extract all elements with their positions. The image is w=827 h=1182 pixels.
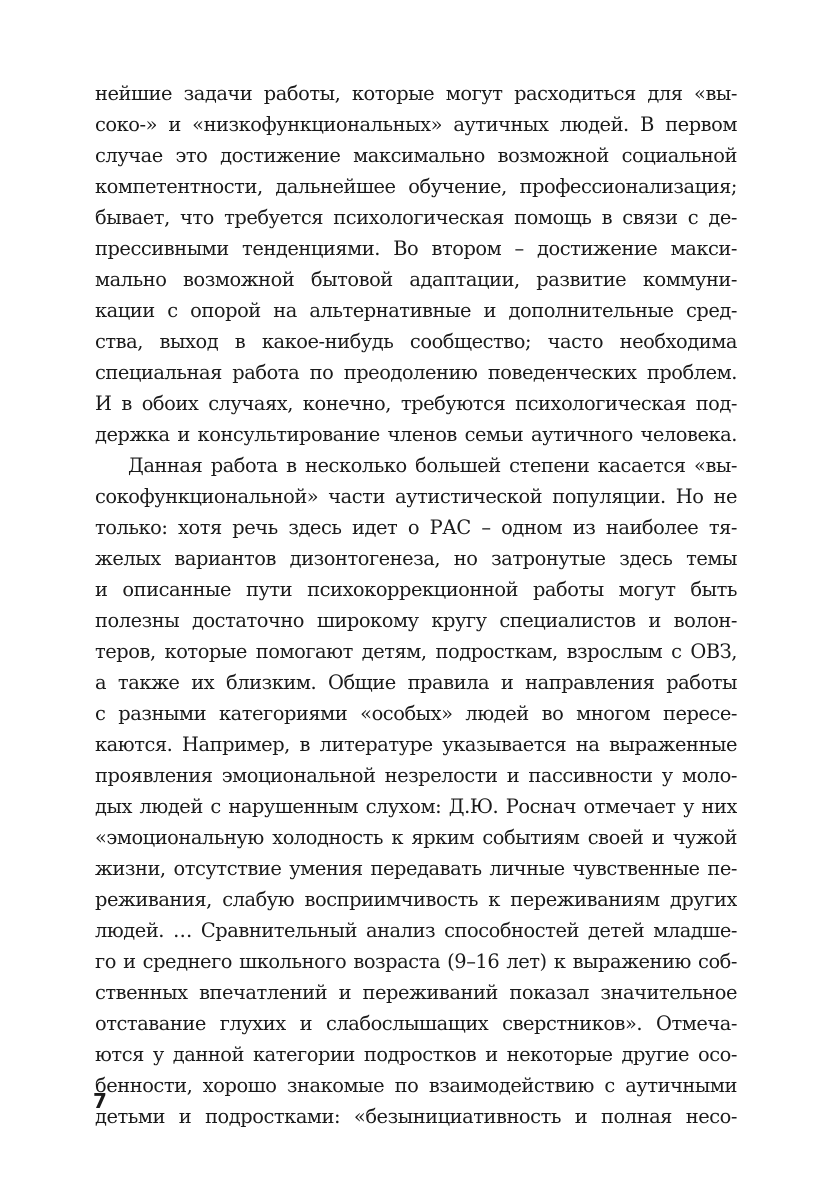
text-line: случае это достижение максимально возможной социальной: [95, 144, 737, 167]
body-text: [95, 78, 737, 1132]
text-line: дых людей с нарушенным слухом: Д.Ю. Роснач отмечает у них: [95, 795, 737, 818]
text-line: го и среднего школьного возраста (9–16 лет) к выражению соб-: [95, 950, 737, 973]
text-line: компетентности, дальнейшее обучение, профессионализация;: [95, 175, 737, 198]
text-line: Данная работа в несколько большей степени касается «вы-: [128, 454, 737, 477]
text-line: ются у данной категории подростков и некоторые другие осо-: [95, 1043, 737, 1066]
text-line: полезны достаточно широкому кругу специалистов и волон-: [95, 609, 737, 632]
paragraph-2: [95, 450, 737, 1132]
text-line: специальная работа по преодолению поведенческих проблем.: [95, 361, 737, 384]
page-number: 7: [93, 1089, 107, 1113]
text-line: каются. Например, в литературе указывается на выраженные: [95, 733, 737, 756]
text-line: и описанные пути психокоррекционной работы могут быть: [95, 578, 737, 601]
text-line: детьми и подростками: «безынициативность и полная несо-: [95, 1105, 737, 1128]
text-line: людей. … Сравнительный анализ способностей детей младше-: [95, 919, 737, 942]
text-line: держка и консультирование членов семьи аутичного человека.: [95, 423, 737, 446]
text-line: реживания, слабую восприимчивость к переживаниям других: [95, 888, 737, 911]
text-line: кации с опорой на альтернативные и дополнительные сред-: [95, 299, 737, 322]
text-line: с разными категориями «особых» людей во многом пересе-: [95, 702, 737, 725]
text-line: ственных впечатлений и переживаний показал значительное: [95, 981, 737, 1004]
text-line: прессивными тенденциями. Во втором – достижение макси-: [95, 237, 737, 260]
text-line: желых вариантов дизонтогенеза, но затронутые здесь темы: [95, 547, 737, 570]
text-line: теров, которые помогают детям, подросткам, взрослым с ОВЗ,: [95, 640, 737, 663]
text-line: жизни, отсутствие умения передавать личные чувственные пе-: [95, 857, 737, 880]
text-line: мально возможной бытовой адаптации, развитие коммуни-: [95, 268, 737, 291]
text-line: а также их близким. Общие правила и направления работы: [95, 671, 737, 694]
text-line: И в обоих случаях, конечно, требуются психологическая под-: [95, 392, 737, 415]
text-line: проявления эмоциональной незрелости и пассивности у моло-: [95, 764, 737, 787]
text-line: сокофункциональной» части аутистической популяции. Но не: [95, 485, 737, 508]
text-line: ства, выход в какое-нибудь сообщество; часто необходима: [95, 330, 737, 353]
text-line: нейшие задачи работы, которые могут расходиться для «вы-: [95, 82, 737, 105]
text-line: «эмоциональную холодность к ярким событиям своей и чужой: [95, 826, 737, 849]
text-line: бенности, хорошо знакомые по взаимодействию с аутичными: [95, 1074, 737, 1097]
text-line: соко-» и «низкофункциональных» аутичных людей. В первом: [95, 113, 737, 136]
text-line: только: хотя речь здесь идет о РАС – одном из наиболее тя-: [95, 516, 737, 539]
text-line: бывает, что требуется психологическая помощь в связи с де-: [95, 206, 737, 229]
paragraph-1: [95, 78, 737, 450]
text-line: отставание глухих и слабослышащих сверстников». Отмеча-: [95, 1012, 737, 1035]
